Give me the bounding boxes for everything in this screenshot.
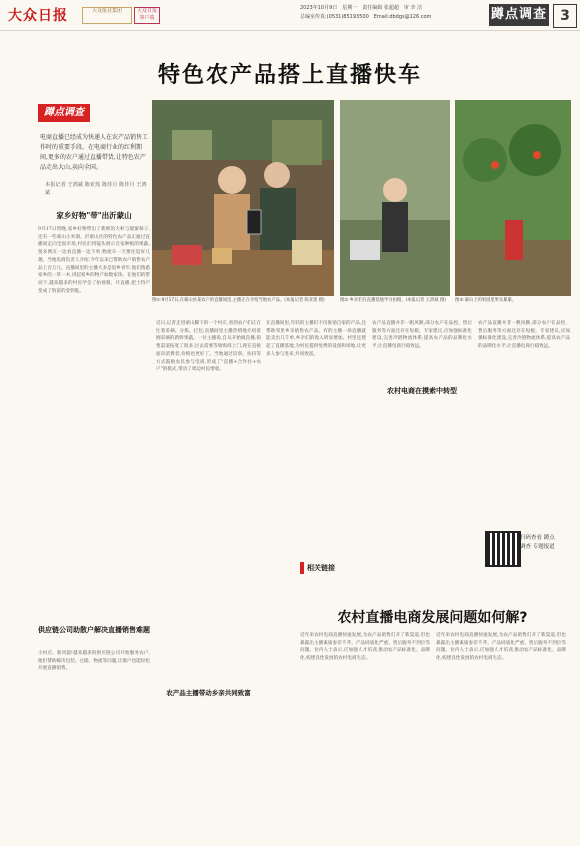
issue-meta-line2: 总编室传真:(0531)85193500 Email:dbdgs@126.com [300,14,432,20]
issue-meta [300,4,431,22]
related-tag: 相关链接 [300,562,357,574]
section-badge: 蹲点调查 [38,104,90,122]
byline: 本报记者 王鸿斌 陈亚莲 陈佳月 陈佳月 王鸿斌 [45,182,147,196]
main-photo-caption: 图①:9月17日,在蒙山县某农户的直播间里,主播正在介绍当地农产品。(本报记者 陈亚莲 摄) [152,298,325,303]
col4-body: 农产品直播并非一帆风顺,部分农户在品控、售后服务等方面还存在短板。专家建议,应加强标准化建设,完善冷链物流体系,提高农产品的品牌化水平,让直播电商行稳致远。 [372,321,472,350]
col1-body: 9月17日傍晚,家乡好物带出了新鲜的大虾与甜蜜柿子,还有一些蒙山小米酒。沂蒙山区的特色农产品正通过直播间走向全国市场,村民们用镜头展示自家种植的果蔬,很多网友一边看直播一边下单,物流车一天要往返好几趟。当地电商负责人介绍,今年以来已帮助农户销售农产品上百万元。直播间里的主播大多是返乡青年,他们熟悉家乡的一草一木,讲起家乡的物产如数家珍。在他们的带动下,越来越多的村民学会了拍视频、开直播,把土特产变成了致富的金钥匙。 [38,227,150,294]
col1-subhead: 家乡好物"带"出沂蒙山 [56,211,132,220]
page-headline: 特色农产品搭上直播快车 [157,63,422,88]
col1b-subhead: 供应链公司助散户解决直播销售难题 [38,626,150,634]
main-photo [152,100,334,296]
related-title: 农村直播电商发展问题如何解? [337,610,528,626]
right-photo-illustration [340,100,450,296]
col1b-body: 小村庄、新风貌!越来越多的供应链公司开始服务农户,他们帮助解决包装、仓储、物流等问题,让散户也能轻松开展直播销售。 [38,651,150,672]
issue-meta-line1: 2023年10月9日 星期一 责任编辑 张超超 审 李 洁 [300,5,423,11]
far-photo-illustration [455,100,571,296]
col3-body: 在直播间里,年轻的主播们不仅推销自家的产品,还帮助邻里乡亲销售农产品。有的主播一场直播就能卖出几千单,乡亲们的收入明显增加。村里还建起了直播基地,为村民提供免费的设备和场地,让更多人参与进来,共同致富。 [266,321,366,357]
far-photo [455,100,571,296]
far-photo-caption: 图③:蒙山上的果园里果实累累。 [455,298,517,303]
group-badge: 大众报业集团 [82,7,132,24]
client-badge: 大众日报客户端 [134,7,160,24]
related-body-right: 近年来农村电商直播快速发展,为农产品销售打开了新渠道,但也暴露出主播素质参差不齐、产品同质化严重、售后服务不到位等问题。业内人士表示,应加强人才培训,推动农产品标准化、品牌化,构建良性发展的农村电商生态。 [436,633,566,662]
qr-code[interactable] [485,531,521,567]
main-photo-illustration [152,100,334,296]
col5-body: 农产品直播并非一帆风顺,部分农户在品控、售后服务等方面还存在短板。专家建议,应加强标准化建设,完善冷链物流体系,提高农产品的品牌化水平,让直播电商行稳致远。 [478,321,570,350]
related-body-left: 近年来农村电商直播快速发展,为农产品销售打开了新渠道,但也暴露出主播素质参差不齐、产品同质化严重、售后服务不到位等问题。业内人士表示,应加强人才培训,推动农产品标准化、品牌化,构建良性发展的农村电商生态。 [300,633,430,662]
page-number: 3 [553,4,577,28]
qr-caption: 扫码查看 蹲点调查 专题报道 [520,535,555,550]
intro-text: 电商直播已经成为快递人在农产品销售工作时的重要手段。在电商行业的红利期间,更多的农户通过直播带货,让特色农产品走出大山,卖向全国。 [40,134,149,171]
paper-logo: 大众日报 [8,8,68,24]
col2-subhead: 农产品主播带动乡亲共同致富 [166,689,251,697]
section-title: 蹲点调查 [489,4,549,26]
right-photo-caption: 图②:乡亲们在直播基地学习拍摄。(本报记者 王鸿斌 摄) [340,298,446,303]
right-photo [340,100,450,296]
col4-subhead: 农村电商在摸索中转型 [387,387,457,395]
col2-body: 近日,记者走进蒙山脚下的一个村庄,看到农户们正在忙着采摘、分拣、打包,直播间里主播热情地介绍着刚采摘的新鲜果蔬。一位主播说,自从开始做直播,销售渠道拓宽了很多,过去需要等收购商上门,现在直接面向消费者,价格也更好了。当地通过培训、扶持等方式鼓励农民参与电商,形成了"直播+合作社+农户"的模式,带动了周边村民增收。 [156,321,261,373]
